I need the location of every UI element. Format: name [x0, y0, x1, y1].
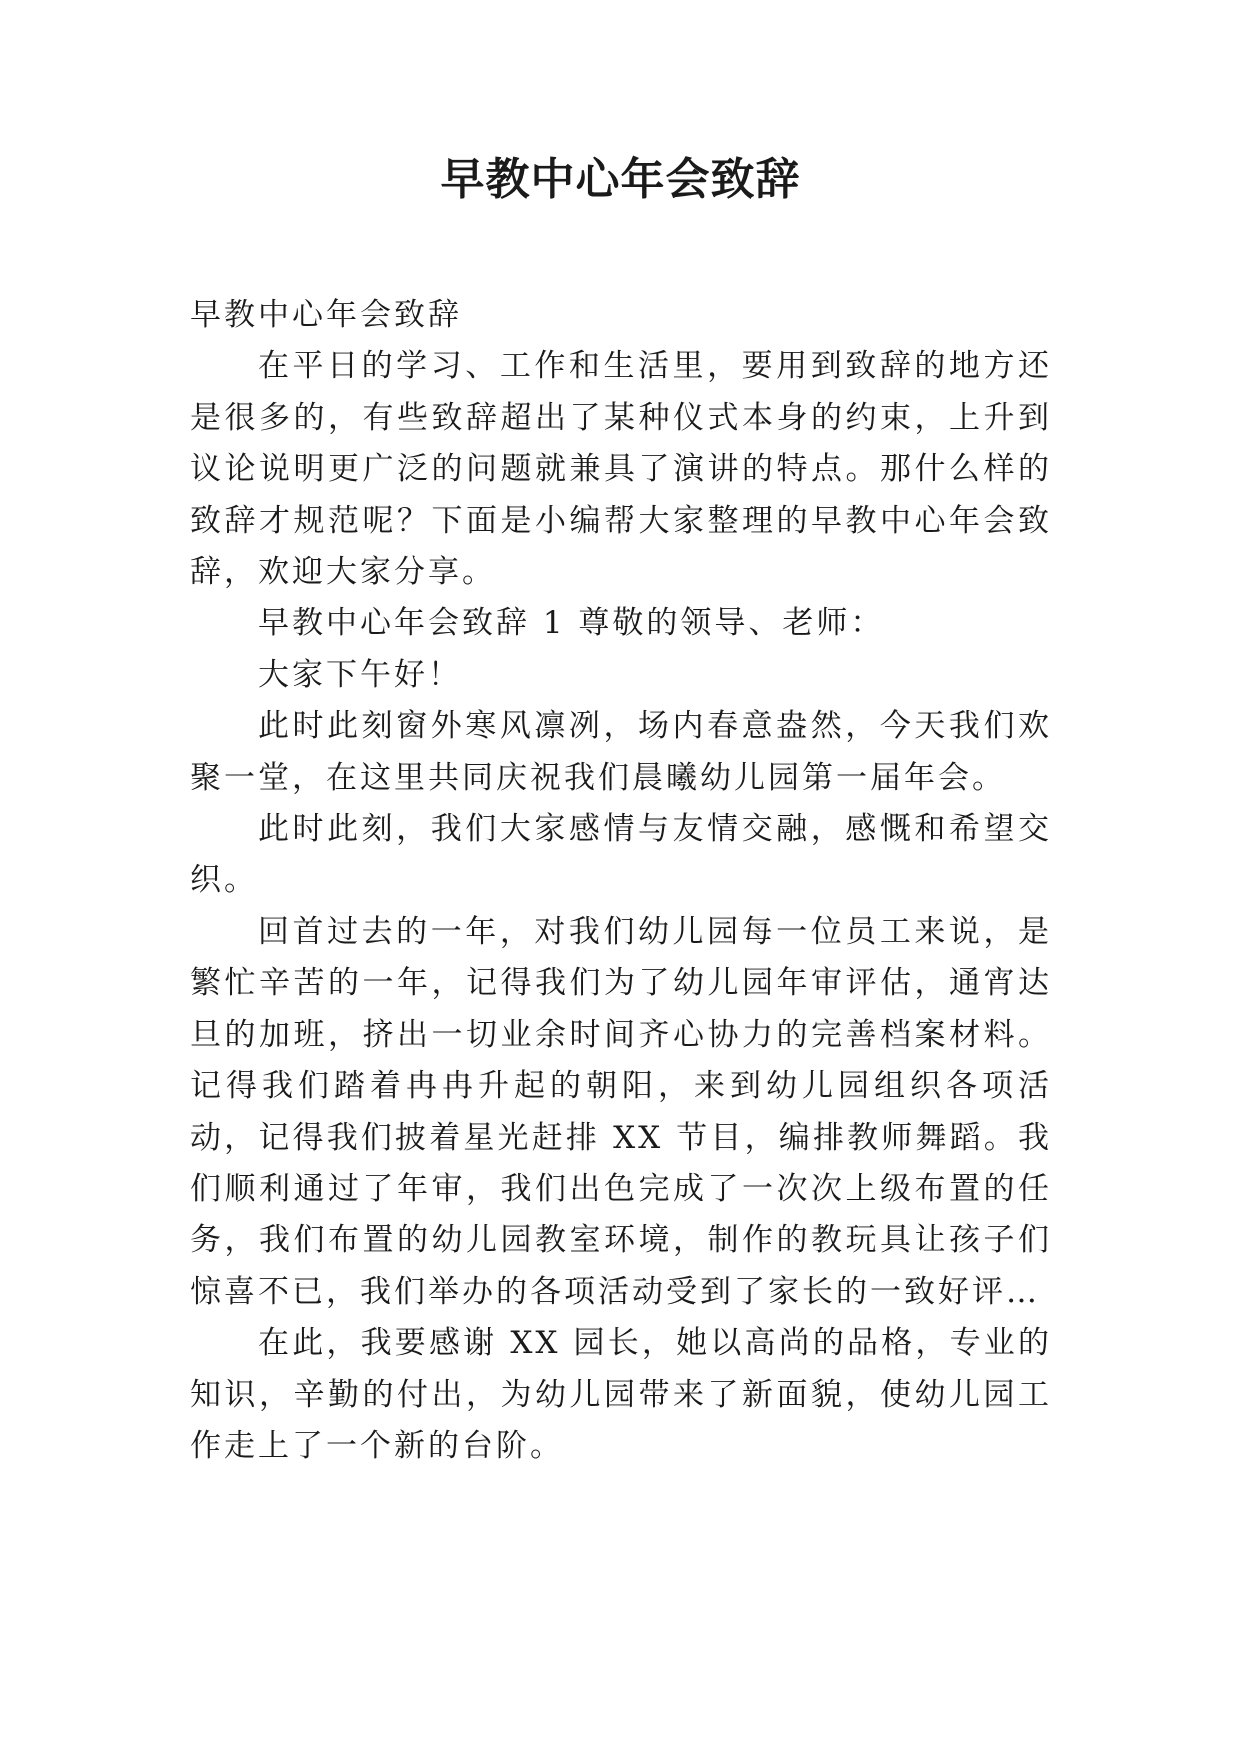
document-title: 早教中心年会致辞: [440, 154, 801, 205]
speech-heading-paragraph: 早教中心年会致辞 1 尊敬的领导、老师：: [258, 605, 885, 642]
opening-paragraph: 此时此刻窗外寒风凛冽，场内春意盎然，今天我们欢聚一堂，在这里共同庆祝我们晨曦幼儿园第一届年会。: [190, 708, 1052, 796]
greeting-paragraph: 大家下午好！: [258, 656, 462, 693]
emotion-paragraph: 此时此刻，我们大家感情与友情交融，感慨和希望交织。: [190, 811, 1052, 899]
thanks-paragraph: 在此，我要感谢 XX 园长，她以高尚的品格，专业的知识，辛勤的付出，为幼儿园带来了新面貌，使幼儿园工作走上了一个新的台阶。: [190, 1325, 1052, 1464]
document-body: [190, 290, 1052, 1472]
subtitle-line: 早教中心年会致辞: [190, 297, 462, 333]
review-paragraph: 回首过去的一年，对我们幼儿园每一位员工来说，是繁忙辛苦的一年，记得我们为了幼儿园年审评估，通宵达旦的加班，挤出一切业余时间齐心协力的完善档案材料。记得我们踏着冉冉升起的朝阳，来到幼儿园组织各项活动，记得我们披着星光赶排 XX 节目，编排教师舞蹈。我们顺利通过了年审，我们出色完成了一次次上级布置的任务，我们布置的幼儿园教室环境，制作的教玩具让孩子们惊喜不已，我们举办的各项活动受到了家长的一致好评…: [190, 913, 1052, 1310]
intro-paragraph: 在平日的学习、工作和生活里，要用到致辞的地方还是很多的，有些致辞超出了某种仪式本身的约束，上升到议论说明更广泛的问题就兼具了演讲的特点。那什么样的致辞才规范呢？下面是小编帮大家整理的早教中心年会致辞，欢迎大家分享。: [190, 348, 1052, 591]
